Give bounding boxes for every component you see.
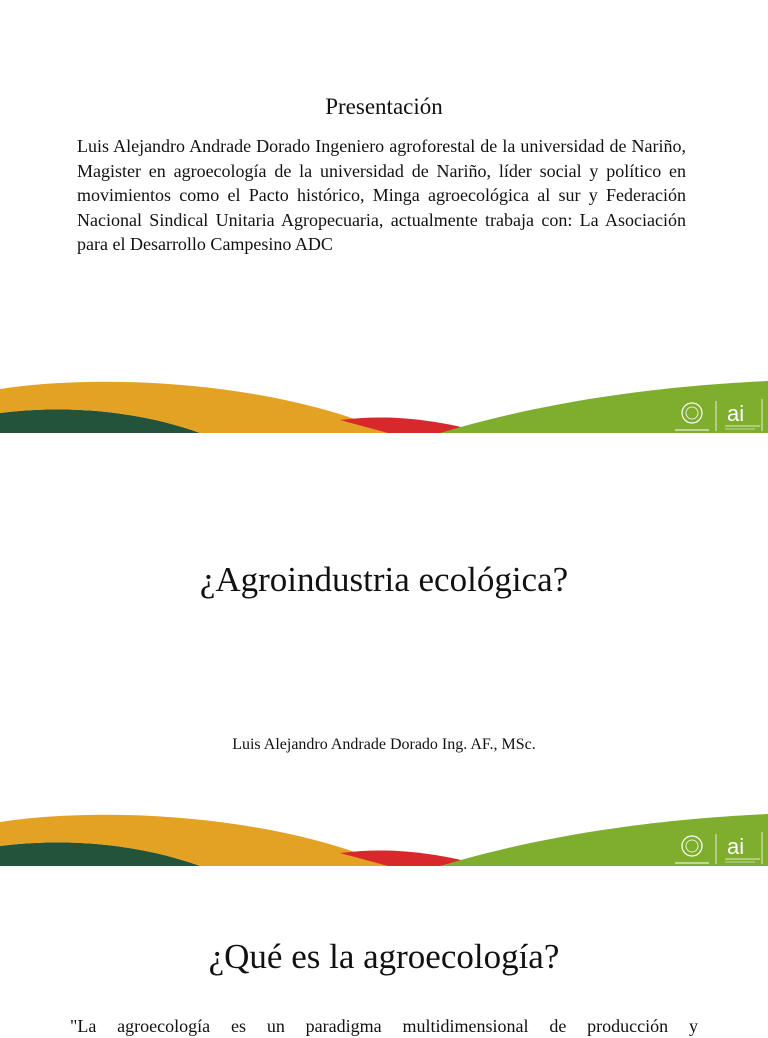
definition-paragraph: "La agroecología es un paradigma multidimensional de producción y: [70, 1016, 698, 1036]
slide-title: ¿Agroindustria ecológica?: [199, 560, 569, 599]
footer-wave-graphic: [0, 810, 768, 866]
bio-paragraph: Luis Alejandro Andrade Dorado Ingeniero agroforestal de la universidad de Nariño, Magister en agroecología de la universidad de Nariño, líder social y político en movimientos como el Pacto histórico, Minga agroecológica al sur y Federación Nacional Sindical Unitaria Agropecuaria, actualmente trabaja con: La Asociación para el Desarrollo Campesino ADC: [77, 136, 686, 254]
slide-que-es-agroecologia: [0, 866, 768, 1036]
slide-title: Presentación: [325, 94, 443, 119]
footer-decorative-band: [0, 810, 768, 866]
slide-title-page: [0, 433, 768, 866]
slide-title: ¿Qué es la agroecología?: [208, 937, 560, 976]
author-subtitle: Luis Alejandro Andrade Dorado Ing. AF., MSc.: [232, 736, 536, 753]
footer-decorative-band: [0, 377, 768, 433]
svg-text:ai: ai: [727, 834, 745, 859]
svg-text:ai: ai: [727, 401, 745, 426]
slide-presentacion: [0, 0, 768, 433]
footer-wave-graphic: [0, 377, 768, 433]
